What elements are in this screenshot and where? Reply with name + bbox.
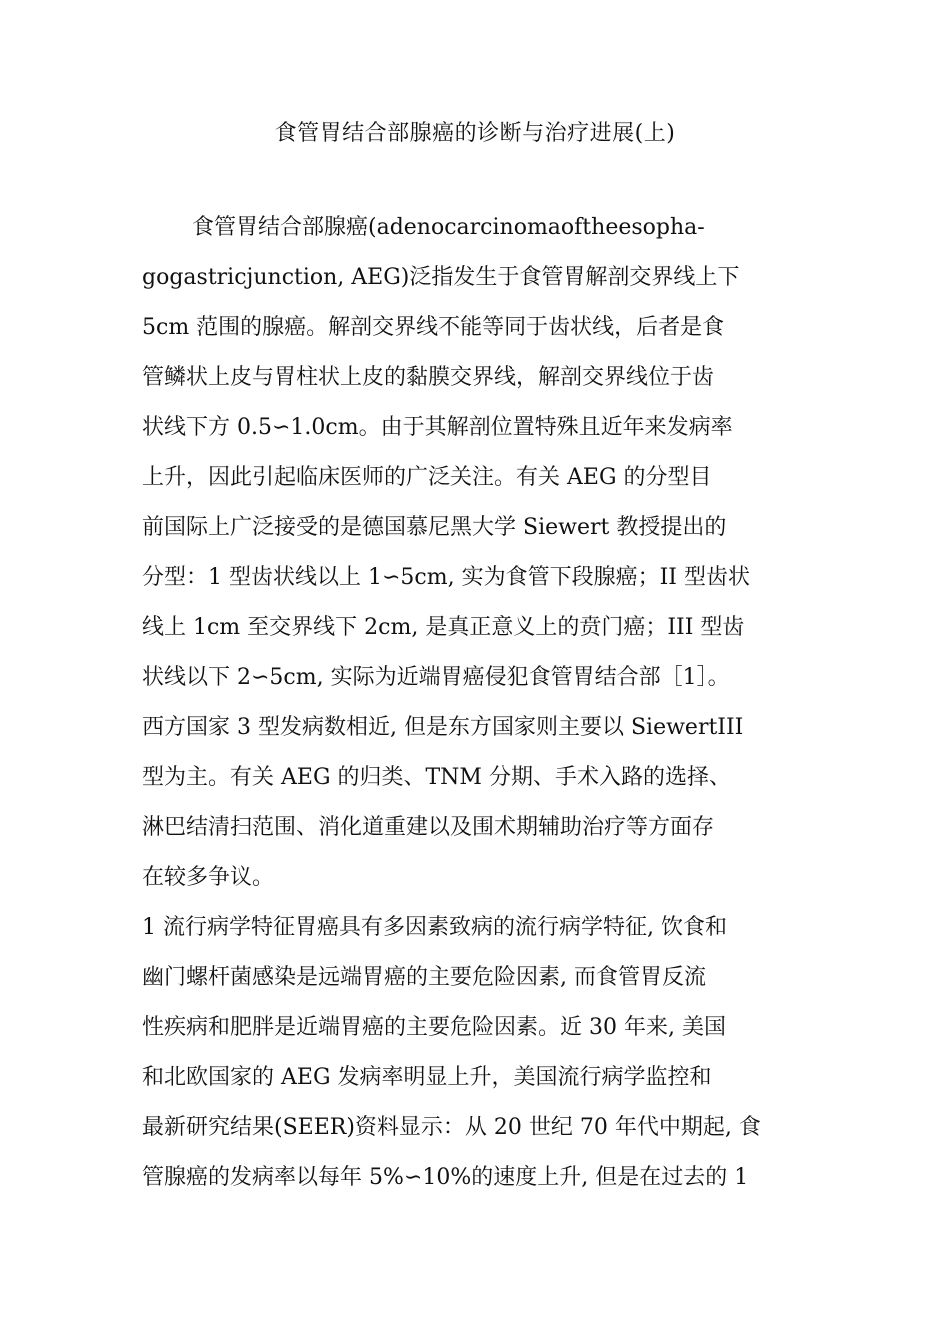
text-line: 状线以下 2∽5cm, 实际为近端胃癌侵犯食管胃结合部［1］。 [142,665,730,690]
text-line: 状线下方 0.5∽1.0cm。由于其解剖位置特殊且近年来发病率 [142,415,733,440]
text-line: 淋巴结清扫范围、消化道重建以及围术期辅助治疗等方面存 [142,815,715,840]
paragraph-epidemiology [142,903,814,1203]
text-line: 管鳞状上皮与胃柱状上皮的黏膜交界线，解剖交界线位于齿 [142,365,715,390]
text-line: 上升，因此引起临床医师的广泛关注。有关 AEG 的分型目 [142,465,712,490]
paragraph-intro [142,203,814,903]
text-line: 型为主。有关 AEG 的归类、TNM 分期、手术入路的选择、 [142,765,731,790]
text-line: gogastricjunction, AEG)泛指发生于食管胃解剖交界线上下 [142,265,740,290]
text-line: 性疾病和肥胖是近端胃癌的主要危险因素。近 30 年来, 美国 [142,1015,726,1040]
text-line: 分型：1 型齿状线以上 1∽5cm, 实为食管下段腺癌；II 型齿状 [142,565,750,590]
text-line: 5cm 范围的腺癌。解剖交界线不能等同于齿状线，后者是食 [142,315,725,340]
text-line: 1 流行病学特征胃癌具有多因素致病的流行病学特征, 饮食和 [142,915,727,940]
text-line: 管腺癌的发病率以每年 5%∽10%的速度上升, 但是在过去的 1 [142,1165,749,1190]
text-line: 食管胃结合部腺癌(adenocarcinomaoftheesopha- [192,215,705,240]
text-line: 线上 1cm 至交界线下 2cm, 是真正意义上的贲门癌；III 型齿 [142,615,745,640]
text-line: 在较多争议。 [142,865,275,890]
text-line: 和北欧国家的 AEG 发病率明显上升，美国流行病学监控和 [142,1065,712,1090]
text-line: 幽门螺杆菌感染是远端胃癌的主要危险因素, 而食管胃反流 [142,965,706,990]
text-line: 前国际上广泛接受的是德国慕尼黑大学 Siewert 教授提出的 [142,515,727,540]
text-line: 最新研究结果(SEER)资料显示：从 20 世纪 70 年代中期起, 食 [142,1115,761,1140]
document-title: 食管胃结合部腺癌的诊断与治疗进展(上) [274,121,676,146]
text-line: 西方国家 3 型发病数相近, 但是东方国家则主要以 SiewertIII [142,715,744,740]
